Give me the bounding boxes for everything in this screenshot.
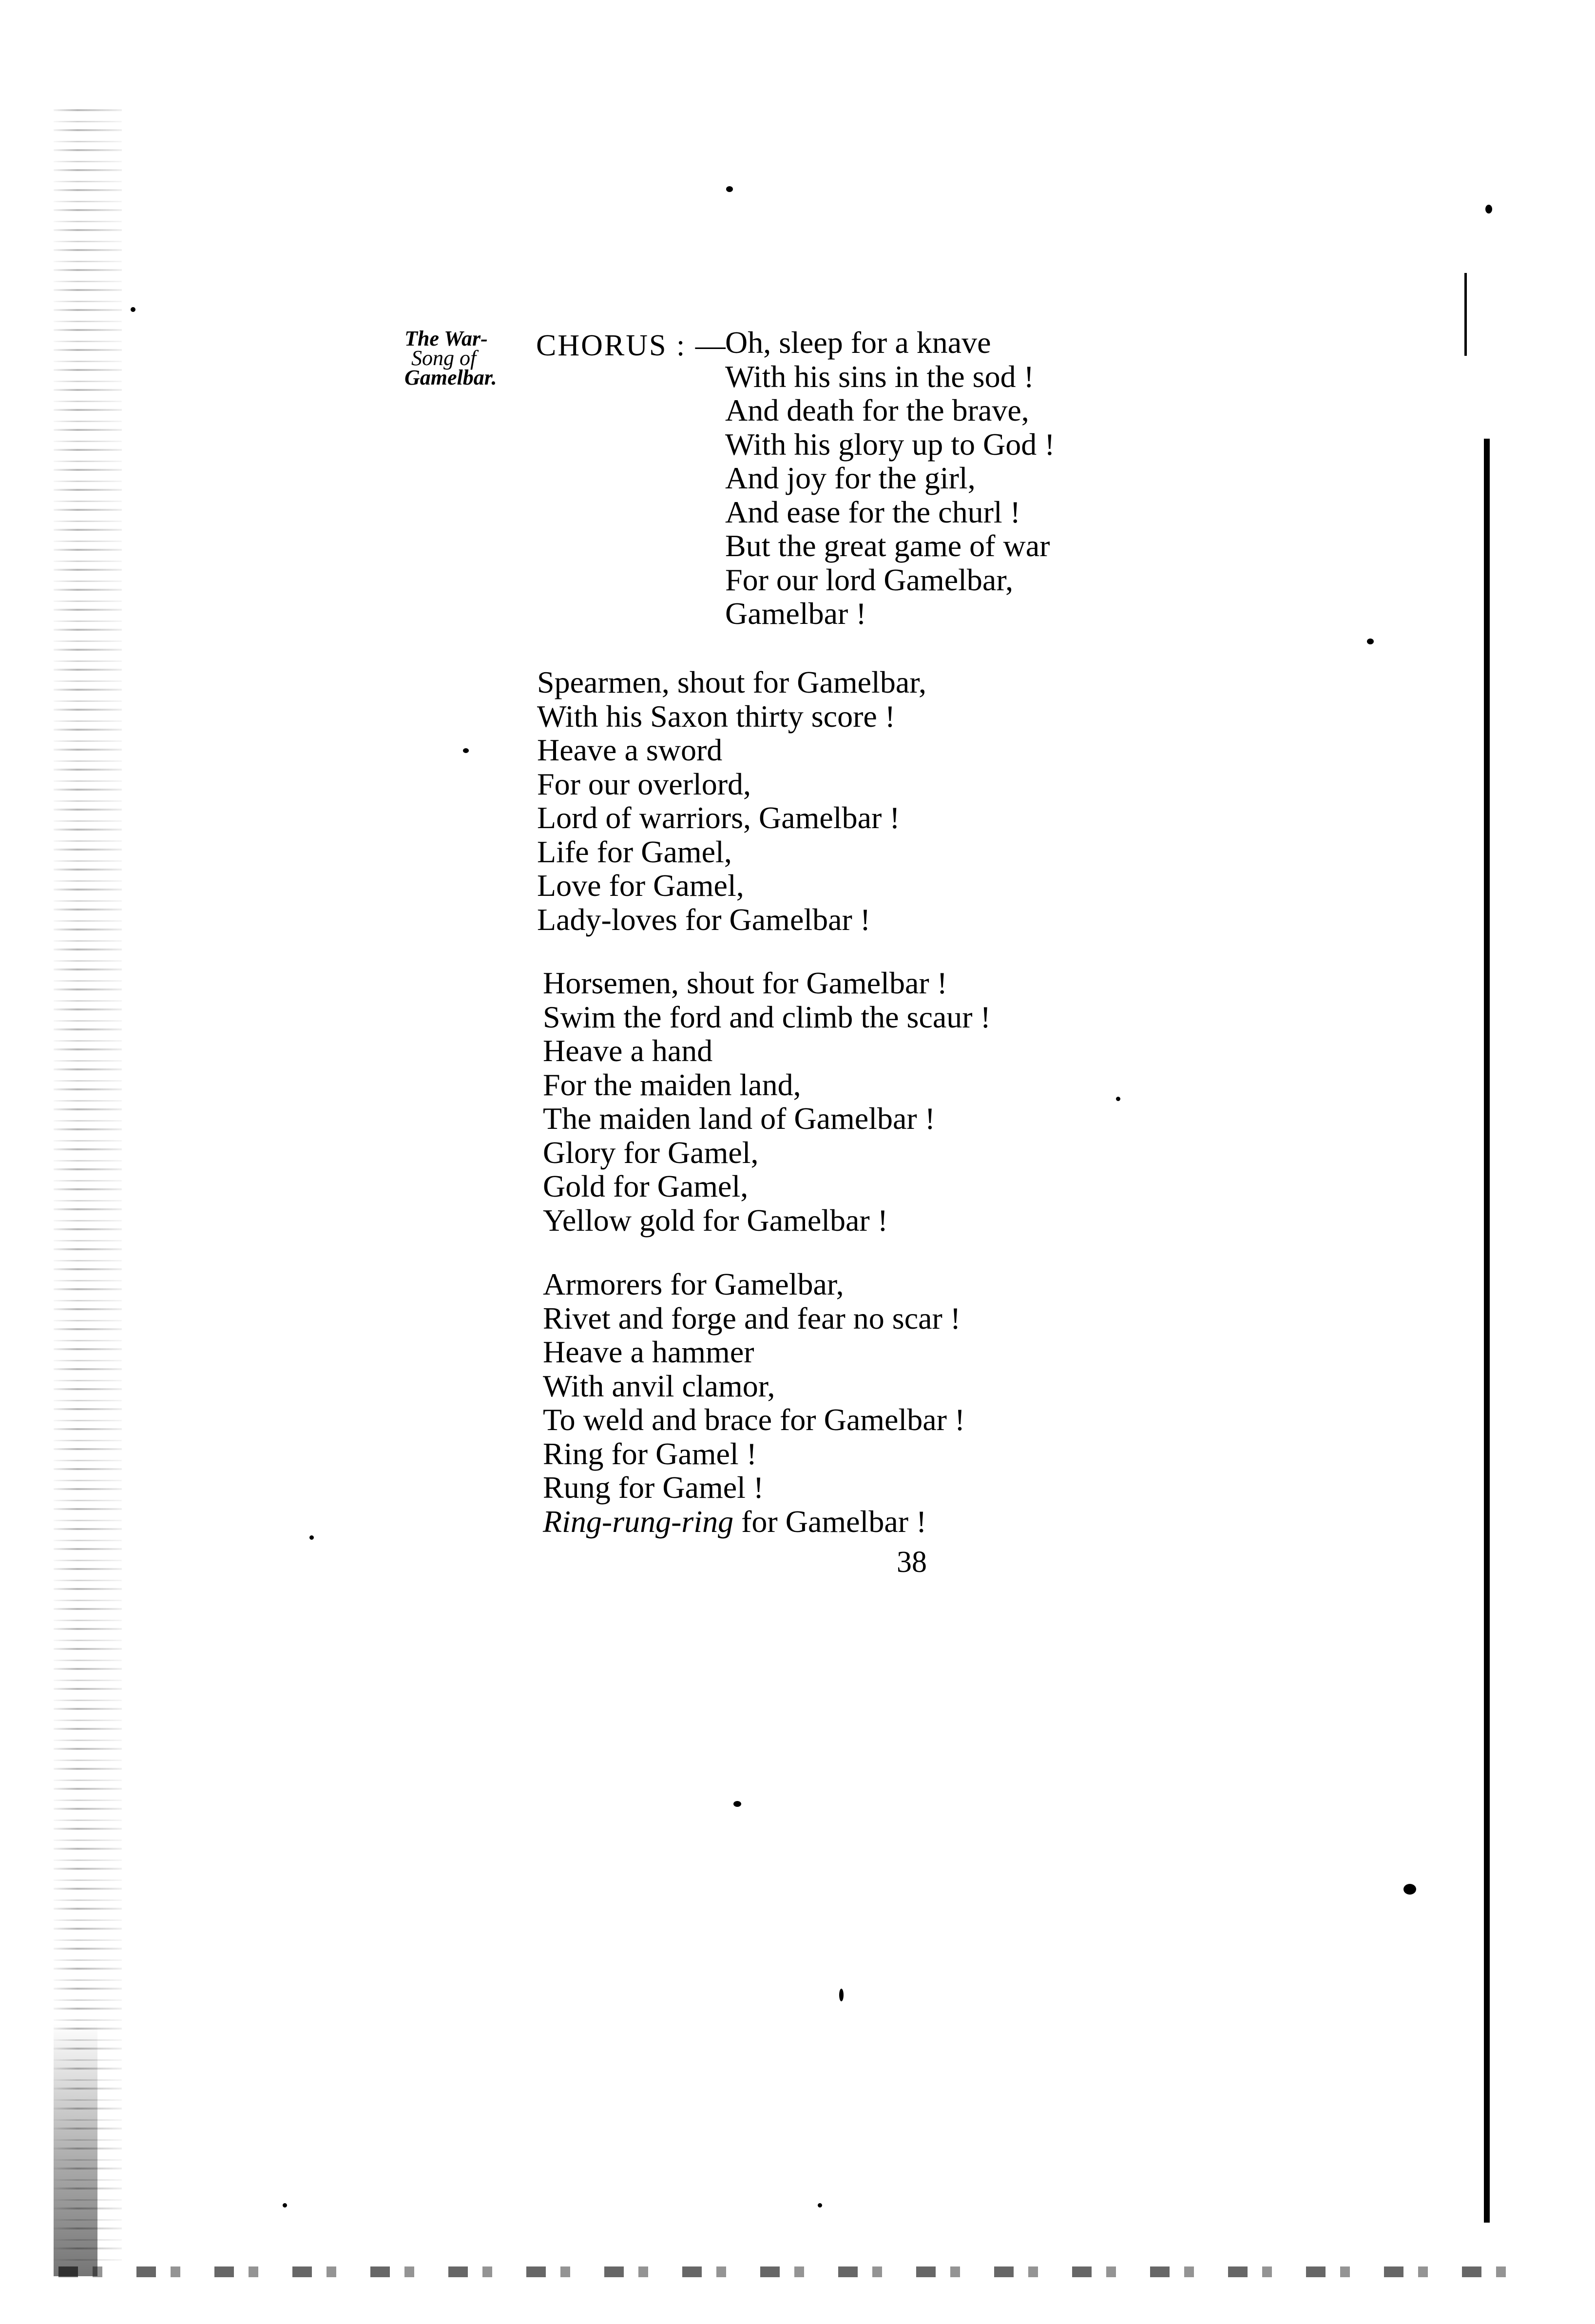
verse-line: Rung for Gamel ! <box>543 1470 764 1505</box>
scan-speck <box>309 1535 314 1540</box>
verse-line: And death for the brave, <box>725 393 1029 427</box>
verse-line: Spearmen, shout for Gamelbar, <box>537 665 926 699</box>
stanza <box>537 665 926 936</box>
verse-line: For the maiden land, <box>543 1067 801 1102</box>
stanza <box>543 1267 965 1538</box>
verse-line: Armorers for Gamelbar, <box>543 1267 844 1301</box>
scan-speck <box>1403 1884 1416 1895</box>
verse-line: For our lord Gamelbar, <box>725 562 1014 597</box>
verse-line-rest: for Gamelbar ! <box>733 1504 927 1539</box>
verse-line: Ring for Gamel ! <box>543 1436 757 1471</box>
verse-line: Heave a hand <box>543 1033 713 1068</box>
verse-line-final <box>543 1505 965 1539</box>
verse-line: Horsemen, shout for Gamelbar ! <box>543 966 947 1000</box>
verse-line: Gamelbar ! <box>725 596 866 631</box>
verse-line: Swim the ford and climb the scaur ! <box>543 999 991 1034</box>
verse-line: But the great game of war <box>725 528 1050 563</box>
margin-note-line: The War- <box>404 327 488 350</box>
scan-speck <box>818 2203 822 2208</box>
verse-line: Heave a sword <box>537 733 723 767</box>
verse-line: To weld and brace for Gamelbar ! <box>543 1402 965 1437</box>
scan-speck <box>733 1801 741 1807</box>
verse-line: With his glory up to God ! <box>725 426 1055 462</box>
scan-left-edge <box>54 102 122 2266</box>
verse-line: With anvil clamor, <box>543 1368 775 1403</box>
italic-phrase: Ring-rung-ring <box>543 1504 734 1539</box>
margin-note-line: Gamelbar. <box>404 366 497 389</box>
verse-line: Oh, sleep for a knave <box>725 325 991 360</box>
verse-line: Rivet and forge and fear no scar ! <box>543 1300 961 1336</box>
verse-line: And ease for the churl ! <box>725 494 1020 529</box>
scan-speck <box>283 2203 287 2208</box>
verse-line: With his sins in the sod ! <box>725 359 1034 394</box>
scan-speck <box>1367 639 1374 644</box>
scan-speck <box>1485 205 1492 213</box>
margin-note <box>404 329 536 387</box>
verse-line: Gold for Gamel, <box>543 1169 749 1203</box>
verse-line: Glory for Gamel, <box>543 1135 759 1170</box>
scan-right-edge <box>1484 439 1490 2223</box>
verse-line: Love for Gamel, <box>537 868 744 903</box>
verse-line: For our overlord, <box>537 766 751 801</box>
verse-line: With his Saxon thirty score ! <box>537 698 896 734</box>
chorus-lines <box>725 326 1055 631</box>
scan-speck <box>131 307 135 312</box>
page-number: 38 <box>897 1546 927 1579</box>
scan-right-mark <box>1464 273 1467 356</box>
verse-line: Lady-loves for Gamelbar ! <box>537 902 871 937</box>
verse-line: Heave a hammer <box>543 1335 754 1369</box>
scan-left-shadow <box>54 2023 97 2276</box>
verse-line: And joy for the girl, <box>725 461 976 495</box>
scan-speck <box>839 1989 844 2001</box>
scan-speck <box>726 186 733 192</box>
verse-line: Lord of warriors, Gamelbar ! <box>537 800 900 835</box>
verse-line: Life for Gamel, <box>537 834 732 869</box>
scan-bottom-edge <box>58 2266 1520 2277</box>
verse-line: The maiden land of Gamelbar ! <box>543 1101 935 1136</box>
scan-speck <box>463 748 469 753</box>
chorus-label: CHORUS : — <box>536 329 727 362</box>
scan-speck <box>1116 1097 1120 1101</box>
stanza <box>543 966 991 1237</box>
verse-line: Yellow gold for Gamelbar ! <box>543 1202 888 1238</box>
margin-note-line: Song of <box>411 346 477 370</box>
